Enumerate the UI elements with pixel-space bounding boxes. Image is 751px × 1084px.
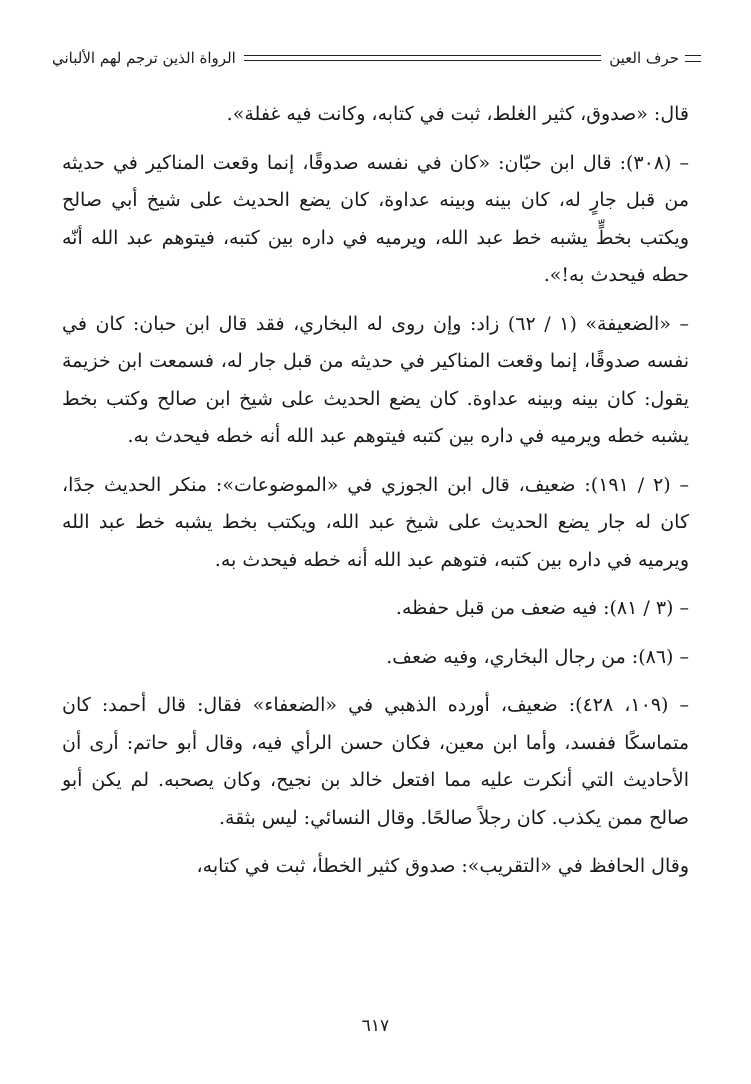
paragraph: وقال الحافظ في «التقريب»: صدوق كثير الخطأ، ثبت في كتابه، bbox=[196, 855, 689, 877]
paragraph: – (٣ / ٨١): فيه ضعف من قبل حفظه. bbox=[395, 597, 689, 619]
page-number: ٦١٧ bbox=[361, 1016, 390, 1036]
paragraph: قال: «صدوق، كثير الغلط، ثبت في كتابه، وكانت فيه غفلة». bbox=[226, 103, 689, 125]
paragraph: – (٢ / ١٩١): ضعيف، قال ابن الجوزي في «الموضوعات»: منكر الحديث جدًا، كان له جار يضع الحديث على شيخ عبد الله، ويكتب بخط يشبه خط عبد الله ويرميه في داره بين كتبه، فتوهم عبد الله أنه خطه فيحدث به. bbox=[62, 473, 690, 571]
header-rule-long bbox=[244, 55, 601, 61]
running-header bbox=[52, 44, 701, 72]
chapter-title: حرف العين bbox=[609, 49, 679, 67]
paragraph: – (٣٠٨): قال ابن حبّان: «كان في نفسه صدوقًا، إنما وقعت المناكير في حديثه من قبل جارٍ له، كان بينه وبينه عداوة، كان يضع الحديث على شيخ أبي صالح ويكتب بخطٍّ يشبه خط عبد الله، ويرميه في داره بين كتبه، فيتوهم عبد الله أنّه حطه فيحدث به!». bbox=[62, 151, 690, 286]
header-rule-short bbox=[685, 55, 701, 62]
paragraph: – «الضعيفة» (١ / ٦٢) زاد: وإن روى له البخاري، فقد قال ابن حبان: كان في نفسه صدوقًا، إنما وقعت المناكير في حديثه من قبل جار له، فسمعت ابن خزيمة يقول: كان بينه وبينه عداوة. كان يضع الحديث على شيخ ابن صالح وكتب بخط يشبه خطه ويرميه في داره بين كتبه فيتوهم عبد الله أنه خطه فيحدث به. bbox=[62, 312, 689, 447]
body-text bbox=[62, 96, 689, 897]
section-title: الرواة الذين ترجم لهم الألباني bbox=[52, 49, 236, 67]
paragraph: – (٨٦): من رجال البخاري، وفيه ضعف. bbox=[386, 645, 689, 668]
paragraph: – (١٠٩، ٤٢٨): ضعيف، أورده الذهبي في «الضعفاء» فقال: قال أحمد: كان متماسكًا ففسد، وأما ابن معين، فكان حسن الرأي فيه، وقال أبو حاتم: أرى أن الأحاديث التي أنكرت عليه مما افتعل خالد بن نجيح، وكان يصحبه. لم يكن أبو صالح ممن يكذب. كان رجلاً صالحًا. وقال النسائي: ليس بثقة. bbox=[62, 694, 690, 829]
